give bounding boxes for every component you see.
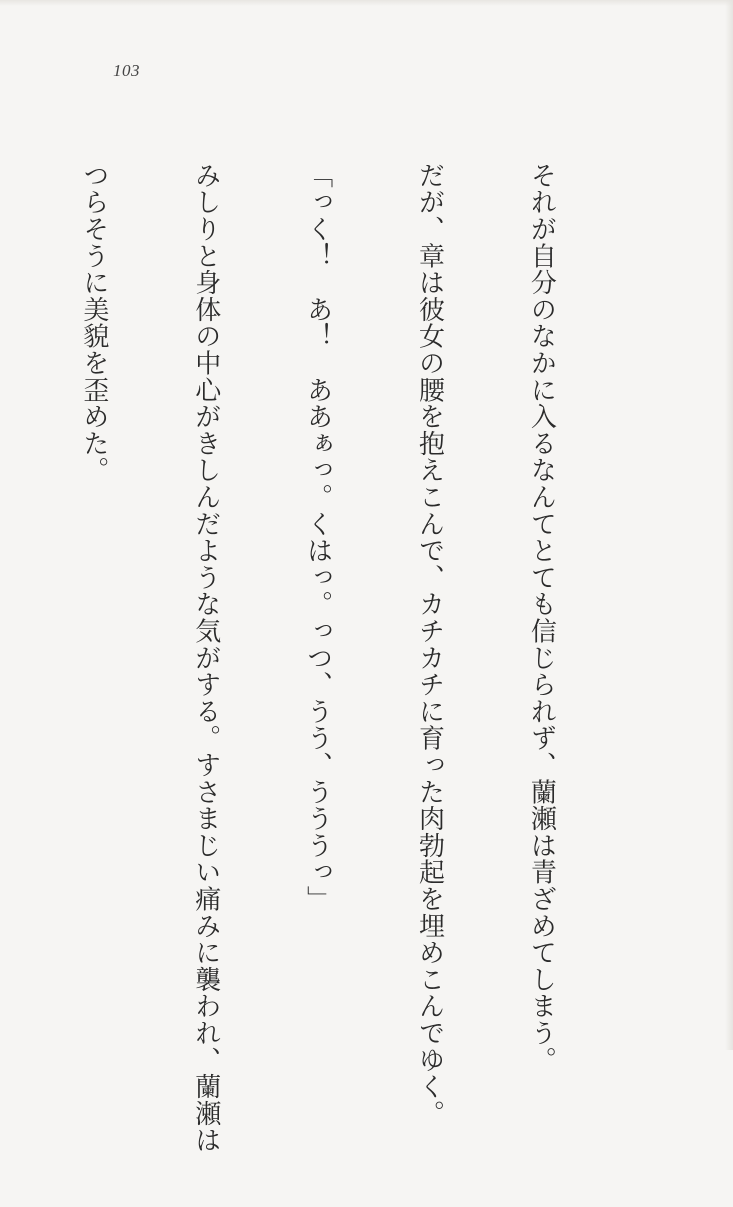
page-number: 103 bbox=[113, 61, 140, 80]
text-line: それが自分のなかに入るなんてとても信じられず、蘭瀬は青ざめてしまう。 bbox=[526, 162, 557, 1074]
scan-edge-right bbox=[725, 0, 733, 1050]
vertical-body-text bbox=[0, 162, 634, 1154]
text-line: みしりと身体の中心がきしんだような気がする。すさまじい痛みに襲われ、蘭瀬は bbox=[190, 162, 221, 1154]
scan-edge-top bbox=[0, 0, 733, 6]
text-line: だが、章は彼女の腰を抱えこんで、カチカチに育った肉勃起を埋めこんでゆく。 bbox=[414, 162, 445, 1127]
text-line: 「っく！ あ！ ああぁっ。くはっ。っつ、うう、うううっ」 bbox=[302, 162, 333, 913]
text-line: つらそうに美貌を歪めた。 bbox=[78, 162, 109, 484]
